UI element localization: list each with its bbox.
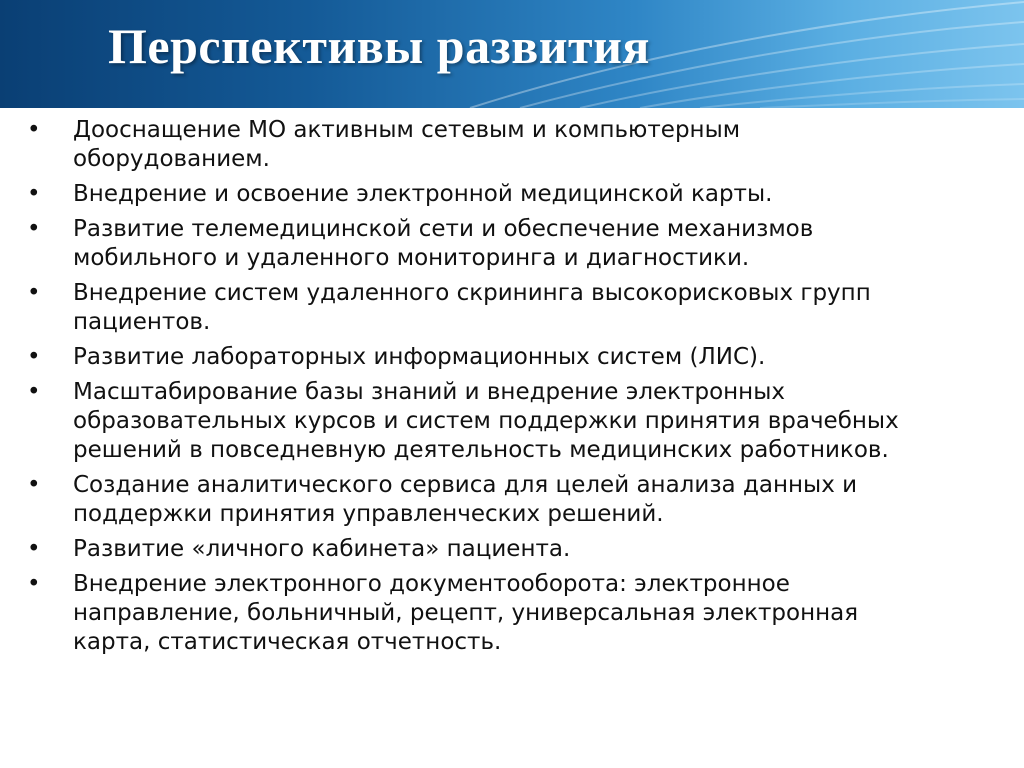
bullet-text: Развитие телемедицинской сети и обеспечение механизмов мобильного и удаленного мониторинга и диагностики. <box>73 216 814 271</box>
bullet-dot-icon: • <box>27 571 41 597</box>
bullet-item <box>0 378 1000 465</box>
bullet-item <box>0 215 1000 273</box>
bullet-text: Масштабирование базы знаний и внедрение электронных образовательных курсов и систем поддержки принятия врачебных решений в повседневную деятельность медицинских работников. <box>73 379 899 463</box>
bullet-text: Развитие «личного кабинета» пациента. <box>73 536 571 562</box>
bullet-text: Развитие лабораторных информационных систем (ЛИС). <box>73 344 766 370</box>
bullet-dot-icon: • <box>27 181 41 207</box>
bullet-dot-icon: • <box>27 536 41 562</box>
title-banner <box>0 0 1024 108</box>
bullet-item <box>0 535 1000 564</box>
bullet-dot-icon: • <box>27 117 41 143</box>
bullet-item <box>0 570 1000 657</box>
bullet-dot-icon: • <box>27 216 41 242</box>
slide-title: Перспективы развития <box>108 18 650 74</box>
bullet-dot-icon: • <box>27 280 41 306</box>
bullet-text: Дооснащение МО активным сетевым и компьютерным оборудованием. <box>73 117 741 172</box>
bullet-dot-icon: • <box>27 379 41 405</box>
bullet-item <box>0 116 1000 174</box>
bullet-item <box>0 471 1000 529</box>
bullet-text: Создание аналитического сервиса для целей анализа данных и поддержки принятия управленческих решений. <box>73 472 858 527</box>
bullet-item <box>0 343 1000 372</box>
bullet-text: Внедрение систем удаленного скрининга высокорисковых групп пациентов. <box>73 280 871 335</box>
bullet-text: Внедрение электронного документооборота: электронное направление, больничный, рецепт, универсальная электронная карта, статистическая отчетность. <box>73 571 859 655</box>
bullet-item <box>0 180 1000 209</box>
bullet-text: Внедрение и освоение электронной медицинской карты. <box>73 181 773 207</box>
bullet-dot-icon: • <box>27 472 41 498</box>
bullet-item <box>0 279 1000 337</box>
bullet-list <box>0 116 1000 663</box>
bullet-dot-icon: • <box>27 344 41 370</box>
